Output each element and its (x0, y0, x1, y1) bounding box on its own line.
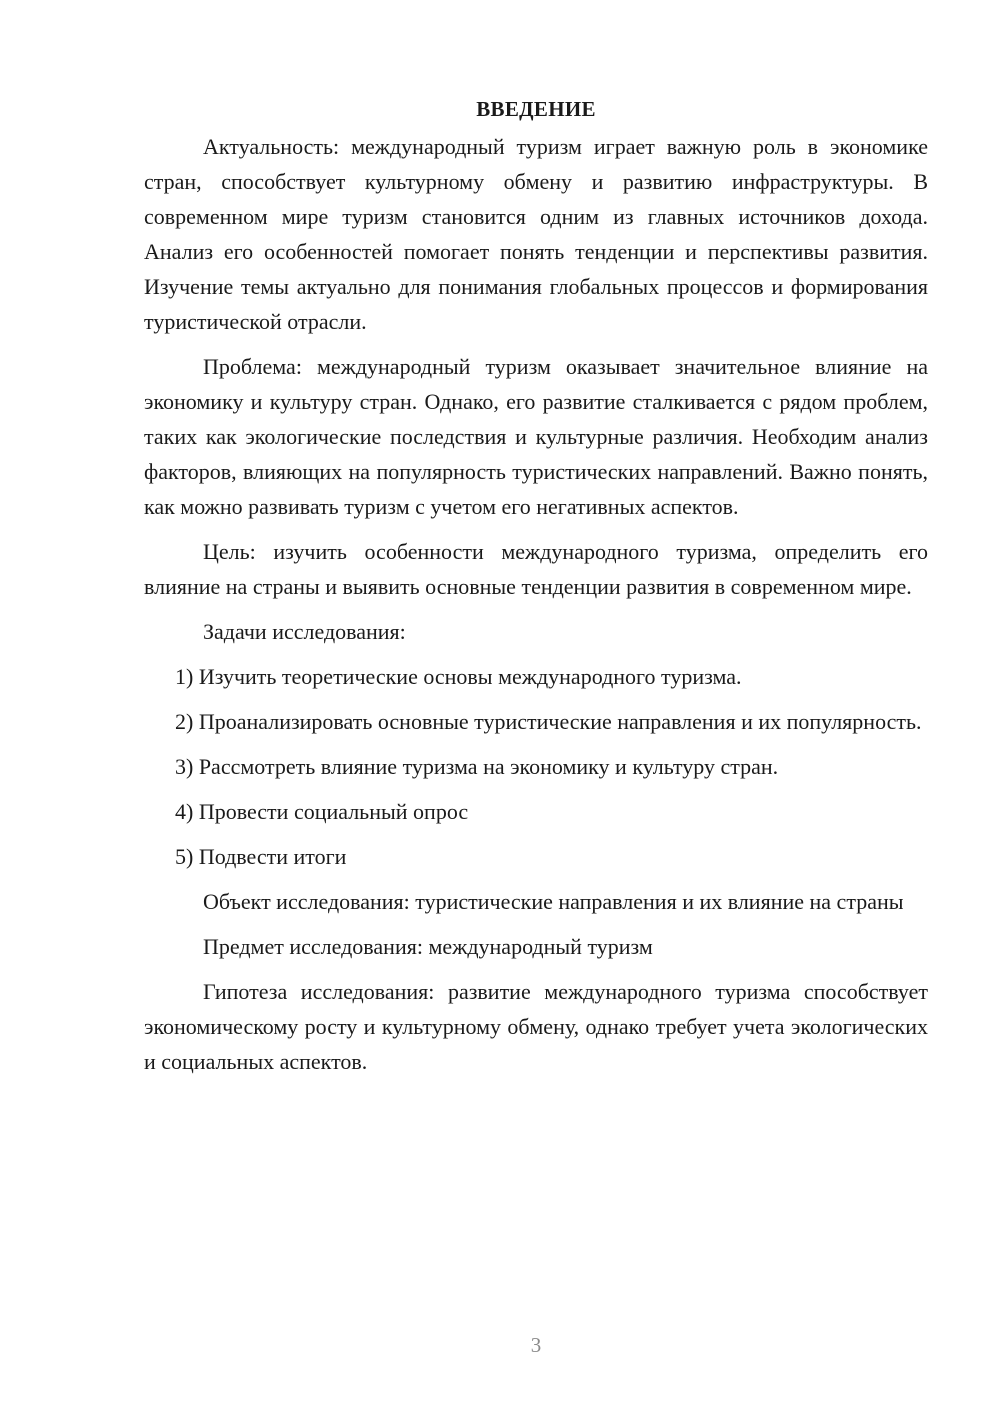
task-item-5: 5) Подвести итоги (175, 844, 347, 869)
task-item-1: 1) Изучить теоретические основы международного туризма. (175, 664, 742, 689)
task-item-3: 3) Рассмотреть влияние туризма на экономику и культуру стран. (175, 754, 779, 779)
document-body (144, 92, 928, 1089)
page-number: 3 (530, 1333, 542, 1357)
object-paragraph: Объект исследования: туристические направления и их влияние на страны (203, 889, 904, 914)
subject-paragraph: Предмет исследования: международный туризм (203, 934, 653, 959)
tasks-heading: Задачи исследования: (203, 619, 406, 644)
task-item-4: 4) Провести социальный опрос (175, 799, 469, 824)
relevance-paragraph: Актуальность: международный туризм играет важную роль в экономике стран, способствует культурному обмену и развитию инфраструктуры. В современном мире туризм становится одним из главных источников дохода. Анализ его особенностей помогает понять тенденции и перспективы развития. Изучение темы актуально для понимания глобальных процессов и формирования туристической отрасли. (144, 134, 928, 334)
page-title: ВВЕДЕНИЕ (476, 97, 596, 121)
goal-paragraph: Цель: изучить особенности международного туризма, определить его влияние на страны и выявить основные тенденции развития в современном мире. (144, 539, 928, 599)
task-item-2: 2) Проанализировать основные туристические направления и их популярность. (175, 709, 922, 734)
hypothesis-paragraph: Гипотеза исследования: развитие международного туризма способствует экономическому росту и культурному обмену, однако требует учета экологических и социальных аспектов. (144, 979, 928, 1074)
problem-paragraph: Проблема: международный туризм оказывает значительное влияние на экономику и культуру стран. Однако, его развитие сталкивается с рядом проблем, таких как экологические последствия и культурные различия. Необходим анализ факторов, влияющих на популярность туристических направлений. Важно понять, как можно развивать туризм с учетом его негативных аспектов. (144, 354, 928, 519)
